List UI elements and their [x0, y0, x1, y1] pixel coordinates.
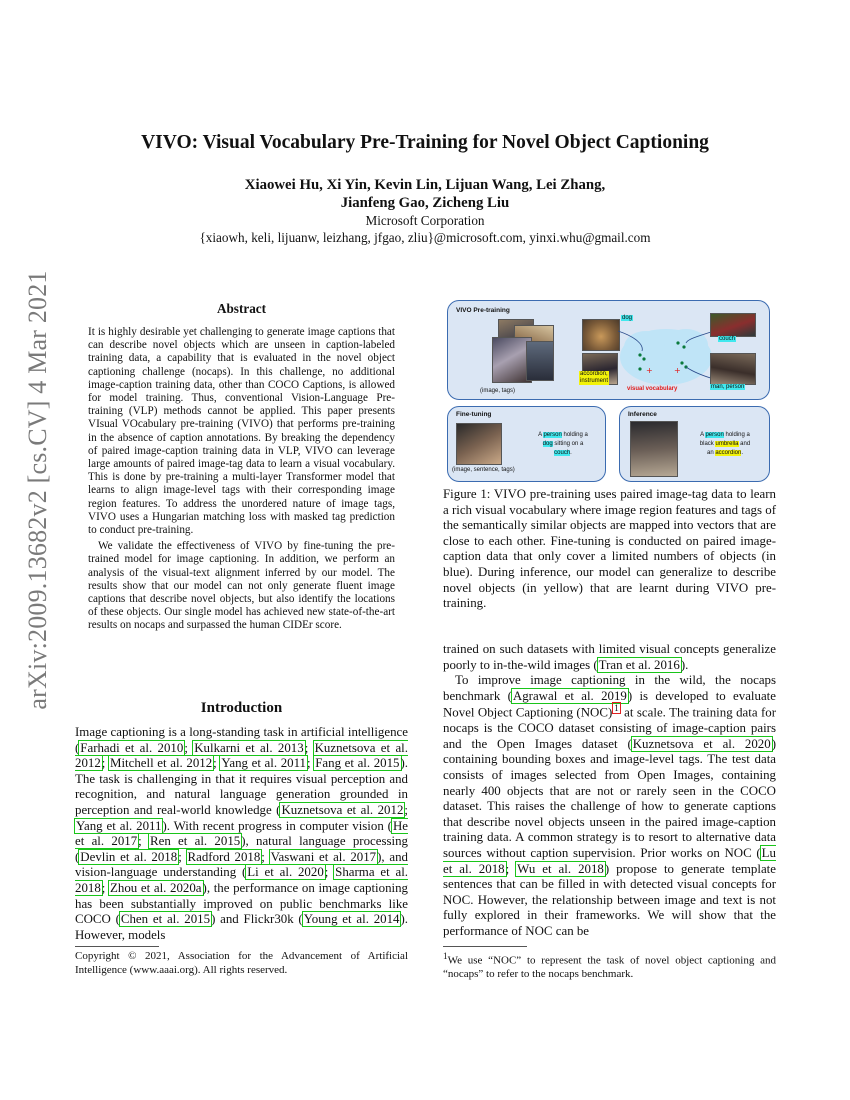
arxiv-id: arXiv:2009.13682v2 [cs.CV] 4 Mar 2021 — [23, 270, 52, 710]
copyright-rule — [75, 946, 159, 947]
right-column-body — [443, 642, 776, 940]
abstract-paragraph-2: We validate the effectiveness of VIVO by fine-tuning the pre-trained model for image captioning. In addition, we perform an analysis of the visual-text alignment inferred by our model. The results show that our model can not only generate fluent image captions that describe novel objects, but also identify the locations of these objects. Our single model has achieved new state-of-the-art results on nocaps and surpassed the human CIDEr score. — [88, 540, 395, 632]
citation-link[interactable]: Chen et al. 2015 — [120, 912, 211, 927]
man-photo — [710, 353, 756, 385]
text-run: sitting on a — [552, 441, 584, 447]
abstract-body — [88, 326, 395, 636]
footnote-number: 1 — [443, 951, 448, 961]
pretraining-label: VIVO Pre-training — [456, 307, 510, 314]
citation-link[interactable]: Tran et al. 2016 — [598, 657, 680, 672]
figure-caption: Figure 1: VIVO pre-training uses paired image-tag data to learn a rich visual vocabulary where image region features and tags of the semantically similar objects are mapped into vectors that are close to each other. Fine-tuning is conducted on paired image-caption data that only cover a limited numbers of objects (in blue). During inference, our model can generalize to describe novel objects (in yellow) that are learnt during VIVO pre-training. — [443, 487, 776, 611]
text-run: ), and vision-language understanding ( — [75, 849, 408, 880]
accordion-text: accordion, — [580, 371, 608, 377]
text-run: . — [570, 450, 572, 456]
citation-link[interactable]: Vaswani et al. 2017 — [270, 849, 377, 864]
introduction-heading: Introduction — [200, 700, 283, 716]
citation-link[interactable]: Wu et al. 2018 — [517, 861, 604, 876]
text-run: ). With recent progress in computer vision ( — [162, 818, 392, 833]
citation-link[interactable]: Lu et al. 2018 — [443, 846, 776, 876]
authors-line-2: Jianfeng Gao, Zicheng Liu — [340, 195, 510, 211]
finetune-photo — [456, 423, 502, 465]
text-run: ). — [680, 657, 689, 672]
citation-link[interactable]: Yang et al. 2011 — [221, 756, 307, 771]
affiliation: Microsoft Corporation — [365, 213, 485, 228]
text-run: ) containing bounding boxes and image-level tags. The test data consists of images selected from Open Images, containing nearly — [443, 736, 776, 798]
footnote-text: We use “NOC” to represent the task of novel object captioning and “nocaps” to refer to the nocaps benchmark. — [443, 954, 776, 981]
finetune-caption — [524, 431, 602, 458]
citation-link[interactable]: Fang et al. 2015 — [315, 756, 400, 771]
text-run: ), natural language processing ( — [75, 834, 408, 864]
text-run: A — [538, 432, 544, 438]
citation-link[interactable]: Kuznetsova et al. 2012 — [75, 740, 408, 771]
abstract-heading: Abstract — [216, 301, 267, 316]
image-tags-label: (image, tags) — [480, 388, 516, 394]
footnote — [443, 950, 776, 982]
text-run: ) propose to generate template sentences that can be filled in with detected visual concepts for NOC. However, the relationship between image and text is not fully explored in their frameworks. We will show that the performance of NOC can be — [443, 861, 776, 938]
dog-word: dog — [542, 441, 553, 447]
instrument-text: instrument — [580, 378, 609, 384]
svg-text:+: + — [646, 366, 653, 375]
arxiv-stamp — [8, 270, 68, 710]
dog-tag: dog — [622, 315, 633, 321]
text-run: Image captioning is a long-standing task in artificial intelligence ( — [75, 725, 408, 755]
text-run: A — [700, 432, 706, 438]
text-run: black — [699, 441, 716, 447]
citation-link[interactable]: Kuznetsova et al. 2020 — [632, 736, 771, 751]
umbrella-word: umbrella — [715, 441, 739, 447]
person-word: person — [705, 432, 724, 438]
cloud-shape — [664, 329, 708, 361]
emails: {xiaowh, keli, lijuanw, leizhang, jfgao, zliu}@microsoft.com, yinxi.whu@gmail.com — [199, 229, 651, 245]
person-word: person — [543, 432, 562, 438]
citation-link[interactable]: Ren et al. 2015 — [150, 834, 241, 849]
citation-link[interactable]: Mitchell et al. 2012 — [110, 756, 213, 771]
introduction-paragraph: Image captioning is a long-standing task in artificial intelligence (Farhadi et al. 2010; Kulkarni et al. 2013; Kuznetsova et al. 2012; Mitchell et al. 2012; Yang et al. 2011; Fang et al. 2015). The task is challenging in that it requires visual perception and recognition, and natural language generation grounded in perception and real-world knowledge (Kuznetsova et al. 2012; Yang et al. 2011). With recent progress in computer vision (He et al. 2017; Ren et al. 2015), natural language processing (Devlin et al. 2018; Radford 2018; Vaswani et al. 2017), and vision-language understanding (Li et al. 2020; Sharma et al. 2018; Zhou et al. 2020a), the performance on image captioning has been substantially improved on public benchmarks like COCO (Chen et al. 2015) and Flickr30k (Young et al. 2014). However, models — [75, 725, 409, 942]
couch-word: couch — [554, 450, 571, 456]
citation-link[interactable]: Agrawal et al. 2019 — [512, 688, 627, 703]
citation-link[interactable]: Li et al. 2020 — [247, 865, 324, 880]
text-run: trained on such datasets with limited visual concepts generalize poorly to in-the-wild images ( — [443, 642, 776, 672]
citation-link[interactable]: Young et al. 2014 — [303, 912, 400, 927]
photo-tile — [526, 341, 554, 381]
footnote-marker[interactable]: 1 — [614, 703, 619, 714]
citation-link[interactable]: Radford 2018 — [187, 849, 261, 864]
abstract-paragraph-1: It is highly desirable yet challenging to generate image captions that can describe novel objects which are unseen in caption-labeled training data, a capability that is evaluated in the novel object captioning challenge (nocaps). In this challenge, no additional image-caption training data, other than COCO Captions, is allowed for model training. Thus, conventional Vision-Language Pre-training (VLP) methods cannot be applied. This paper presents VIsual VOcabulary pre-training (VIVO) that performs pre-training in the absence of caption annotations. By breaking the dependency of paired image-caption training data in VLP, VIVO can leverage large amounts of paired image-tag data to learn a visual vocabulary. This is done by pre-training a multi-layer Transformer model that learns to align image-level tags with their corresponding image region features. To address the unordered nature of image tags, VIVO uses a Hungarian matching loss with masked tag prediction to conduct pre-training. — [88, 326, 395, 537]
text-run: an — [706, 450, 716, 456]
text-run: To improve image captioning in the wild, the nocaps benchmark ( — [443, 673, 776, 703]
inference-photo — [630, 421, 678, 477]
accordion-tag — [579, 371, 609, 385]
cloud-shape — [624, 331, 668, 363]
couch-photo — [710, 313, 756, 337]
text-run: ). However, models — [75, 912, 408, 942]
citation-link[interactable]: Farhadi et al. 2010 — [80, 740, 184, 755]
svg-text:+: + — [674, 366, 681, 375]
dog-photo — [582, 319, 620, 351]
copyright-notice: Copyright © 2021, Association for the Advancement of Artificial Intelligence (www.aaai.org). All rights reserved. — [75, 950, 408, 976]
paper-title: VIVO: Visual Vocabulary Pre-Training for Novel Object Captioning — [141, 132, 709, 153]
visual-vocabulary-cloud — [616, 323, 716, 389]
text-run: and — [738, 441, 751, 447]
citation-link[interactable]: Kulkarni et al. 2013 — [194, 740, 304, 755]
man-person-tag: man, person — [711, 384, 745, 390]
inference-panel — [619, 406, 770, 482]
introduction-body — [75, 725, 408, 943]
inference-caption — [684, 431, 766, 458]
text-run: objects that are not or rarely seen in the COCO dataset. This raises the challenge of how to generate captions that describe novel objects unseen in the paired image-caption training data. A common strategy is to resort to alternative data sources without caption supervision. Prior works on NOC ( — [443, 783, 776, 861]
footnote-rule — [443, 946, 527, 947]
citation-link[interactable]: Sharma et al. 2018 — [75, 865, 408, 895]
text-run: . — [741, 450, 744, 456]
citation-link[interactable]: He et al. 2017 — [75, 818, 408, 849]
text-run: at scale. The training data for nocaps is the COCO dataset consisting of image-caption pairs and the Open Images dataset ( — [443, 705, 777, 751]
image-sentence-tags-label: (image, sentence, tags) — [452, 467, 515, 473]
affiliation-block — [0, 213, 850, 246]
right-paragraph-2: To improve image captioning in the wild, the nocaps benchmark (Agrawal et al. 2019) is developed to evaluate Novel Object Captioning (NOC) $^1$ at scale. The training data for nocaps is the COCO dataset consisting of image-caption pairs and the Open Images dataset (Kuznetsova et al. 2020) containing bounding boxes and image-level tags. The test data consists of images selected from Open Images, containing nearly 400 objects that are not or rarely seen in the COCO dataset. This raises the challenge of how to generate captions that describe novel objects unseen in the paired image-caption training data. A common strategy is to resort to alternative data sources without caption supervision. Prior works on NOC (Lu et al. 2018; Wu et al. 2018) propose to generate template sentences that can be filled in with detected visual concepts for NOC. However, the relationship between image and text is not fully explored in their frameworks. We will show that the performance of NOC can be — [443, 673, 777, 938]
text-run: ) is developed to evaluate Novel Object Captioning (NOC) — [443, 688, 776, 720]
number-text: 400 — [481, 783, 501, 798]
right-paragraph-1 — [443, 642, 776, 673]
finetuning-label: Fine-tuning — [456, 411, 492, 418]
text-run: holding a — [723, 432, 750, 438]
text-run: ) and Flickr30k ( — [211, 912, 303, 927]
citation-link[interactable]: Devlin et al. 2018 — [80, 849, 178, 864]
text-run: ), the performance on image captioning has been substantially improved on public benchmarks like COCO ( — [75, 880, 409, 927]
author-list — [0, 176, 850, 212]
citation-link[interactable]: Zhou et al. 2020a — [110, 880, 202, 895]
citation-link[interactable]: Yang et al. 2011 — [76, 818, 162, 833]
inference-label: Inference — [628, 411, 657, 418]
accordion-word: accordion — [715, 450, 742, 456]
figure-1 — [447, 300, 770, 482]
text-run: holding a — [561, 432, 588, 438]
visual-vocabulary-label: visual vocabulary — [627, 386, 678, 392]
couch-tag: couch — [719, 336, 736, 342]
authors-line-1: Xiaowei Hu, Xi Yin, Kevin Lin, Lijuan Wang, Lei Zhang, — [244, 177, 606, 193]
citation-link[interactable]: Kuznetsova et al. 2012 — [281, 802, 404, 817]
text-run: ). The task is challenging in that it requires visual perception and recognition, and natural language generation grounded in perception and real-world knowledge ( — [75, 756, 409, 817]
pretraining-panel — [447, 300, 770, 400]
finetuning-panel — [447, 406, 606, 482]
